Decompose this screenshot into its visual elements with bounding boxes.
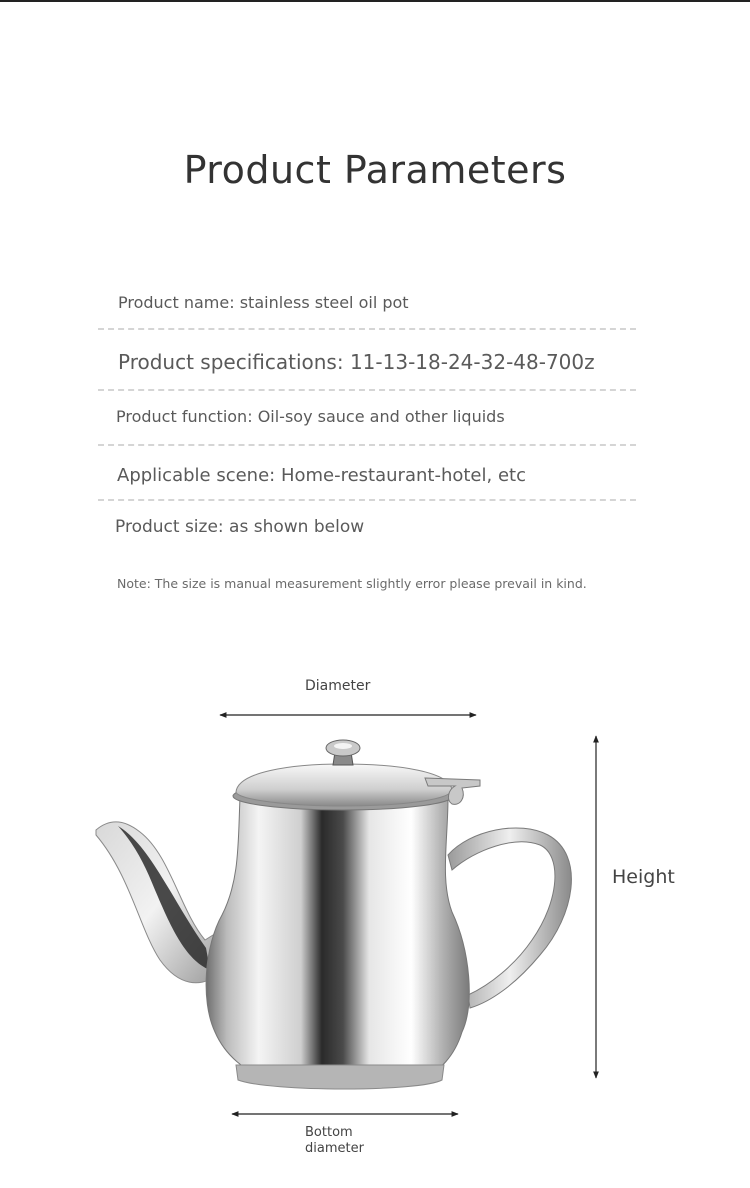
divider xyxy=(98,499,636,501)
lid xyxy=(236,764,452,806)
measurement-note: Note: The size is manual measurement slightly error please prevail in kind. xyxy=(117,576,587,591)
teapot-figure xyxy=(0,640,750,1188)
param-row-scene xyxy=(117,465,526,486)
param-label: Product name: xyxy=(118,293,235,312)
param-label: Applicable scene: xyxy=(117,465,276,486)
divider xyxy=(98,444,636,446)
param-row-function xyxy=(116,407,505,426)
param-value: stainless steel oil pot xyxy=(239,293,409,312)
param-value: Oil-soy sauce and other liquids xyxy=(257,407,505,426)
param-row-name xyxy=(118,293,409,312)
top-border-line xyxy=(0,0,750,2)
divider xyxy=(98,328,636,330)
diameter-label: Diameter xyxy=(305,678,371,694)
param-row-size xyxy=(115,517,364,537)
param-label: Product function: xyxy=(116,407,253,426)
bottom-diameter-label-line1: Bottom xyxy=(305,1125,353,1140)
height-label: Height xyxy=(612,866,675,888)
divider xyxy=(98,389,636,391)
param-value: 11-13-18-24-32-48-700z xyxy=(349,350,595,374)
param-row-specifications xyxy=(118,350,595,374)
pot-body xyxy=(206,798,469,1080)
lid-knob-highlight xyxy=(334,743,352,749)
param-value: as shown below xyxy=(229,517,365,537)
page-title: Product Parameters xyxy=(183,148,567,192)
param-value: Home-restaurant-hotel, etc xyxy=(280,465,526,486)
bottom-diameter-label-line2: diameter xyxy=(305,1141,364,1156)
param-label: Product size: xyxy=(115,517,224,537)
param-label: Product specifications: xyxy=(118,350,344,374)
pot-base xyxy=(236,1065,444,1089)
